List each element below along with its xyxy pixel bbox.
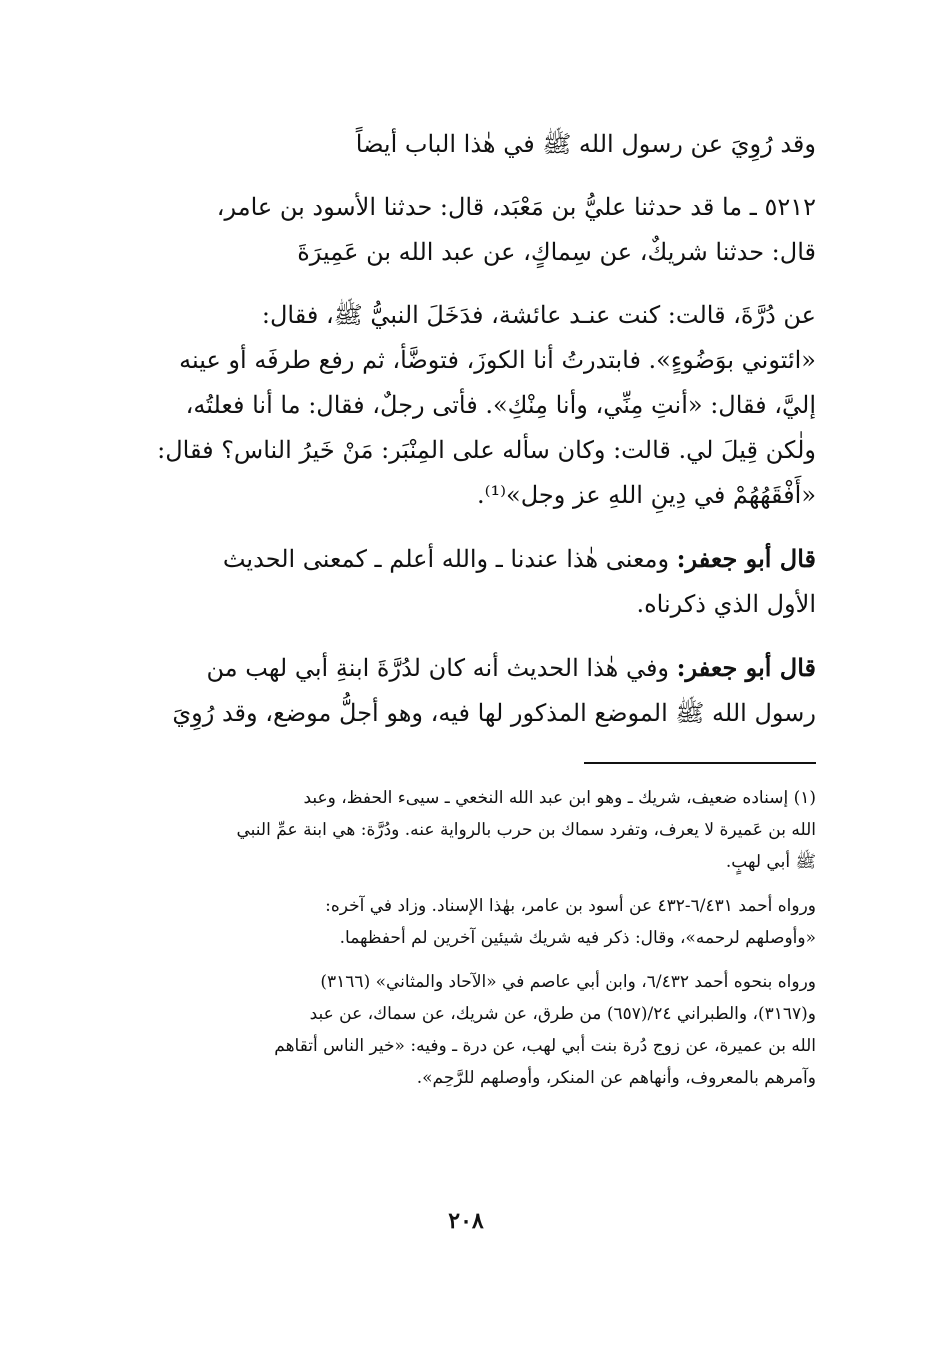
text-line: قال: حدثنا شريكٌ، عن سِماكٍ، عن عبد الله بن عَمِيرَةَ	[297, 238, 816, 266]
footnote-1	[108, 782, 816, 878]
speaker-lead: قال أبو جعفر:	[676, 544, 816, 573]
book-page	[108, 122, 816, 1106]
footnote-line: الله بن عميرة، عن زوج دُرة بنت أبي لهب، عن درة ـ وفيه: «خير الناس أتقاهم	[274, 1036, 816, 1056]
footnote-line: ورواه أحمد ٦/٤٣١-٤٣٢ عن أسود بن عامر، بهٰذا الإسناد. وزاد في آخره:	[325, 896, 816, 916]
footnote-line: ورواه بنحوه أحمد ٦/٤٣٢، وابن أبي عاصم في «الآحاد والمثاني» (٣١٦٦)	[320, 972, 816, 992]
text-line: «أَفْقَهُهُمْ في دِينِ اللهِ عز وجل»⁽¹⁾.	[476, 481, 816, 509]
main-paragraph-5	[108, 645, 816, 736]
main-paragraph-4	[108, 536, 816, 627]
text-line: عن دُرَّةَ، قالت: كنت عنـد عائشة، فدَخَلَ النبيُّ ﷺ، فقال:	[261, 301, 816, 329]
text-line	[108, 536, 816, 582]
footnote-3	[108, 966, 816, 1094]
main-paragraph-3	[108, 293, 816, 518]
text-line: وقد رُوِيَ عن رسول الله ﷺ في هٰذا الباب أيضاً	[355, 130, 816, 158]
footnote-2	[108, 890, 816, 954]
text-line: إليَّ، فقال: «أنتِ مِنِّي، وأنا مِنْكِ». فأتى رجلٌ، فقال: ما أنا فعلتُه،	[185, 391, 816, 419]
text-line	[108, 645, 816, 691]
footnote-line: و(٣١٦٧)، والطبراني ٢٤/(٦٥٧) من طرق، عن شريك، عن سماك، عن عبد	[309, 1004, 816, 1024]
footnote-line: وآمرهم بالمعروف، وأنهاهم عن المنكر، وأوصلهم للرَّحِم».	[416, 1068, 816, 1088]
footnote-line: الله بن عَميرة لا يعرف، وتفرد سماك بن حرب بالرواية عنه. ودُرَّة: هي ابنة عمِّ النبي	[236, 820, 816, 840]
main-paragraph-2	[108, 185, 816, 275]
footnote-line: (١) إسناده ضعيف، شريك ـ وهو ابن عبد الله النخعي ـ سيىء الحفظ، وعبد	[303, 788, 816, 808]
speaker-lead: قال أبو جعفر:	[676, 653, 816, 682]
footnote-line: «وأوصلهم لرحمه»، وقال: ذكر فيه شريك شيئين آخرين لم أحفظهما.	[339, 928, 816, 948]
text-line: الأول الذي ذكرناه.	[636, 590, 816, 618]
page-number: ٢٠٨	[448, 1208, 484, 1234]
text-line-rest: وفي هٰذا الحديث أنه كان لدُرَّةَ ابنةِ أبي لهب من	[206, 654, 677, 682]
text-line: ٥٢١٢ ـ ما قد حدثنا عليُّ بن مَعْبَد، قال: حدثنا الأسود بن عامر،	[216, 193, 816, 221]
footnote-divider	[584, 762, 816, 764]
text-line-rest: ومعنى هٰذا عندنا ـ والله أعلم ـ كمعنى الحديث	[222, 545, 677, 573]
text-line: «ائتوني بوَضُوءٍ». فابتدرتُ أنا الكوزَ، فتوضَّأ، ثم رفع طرفَه أو عينه	[179, 346, 816, 374]
footnote-line: ﷺ أبي لهبٍ.	[725, 852, 816, 872]
text-line: رسول الله ﷺ الموضع المذكور لها فيه، وهو أجلُّ موضع، وقد رُوِيَ	[172, 699, 816, 727]
text-line: ولٰكن قِيلَ لي. قالت: وكان سأله على المِنْبَر: مَنْ خَيرُ الناس؟ فقال:	[157, 436, 816, 464]
main-paragraph-1	[108, 122, 816, 167]
